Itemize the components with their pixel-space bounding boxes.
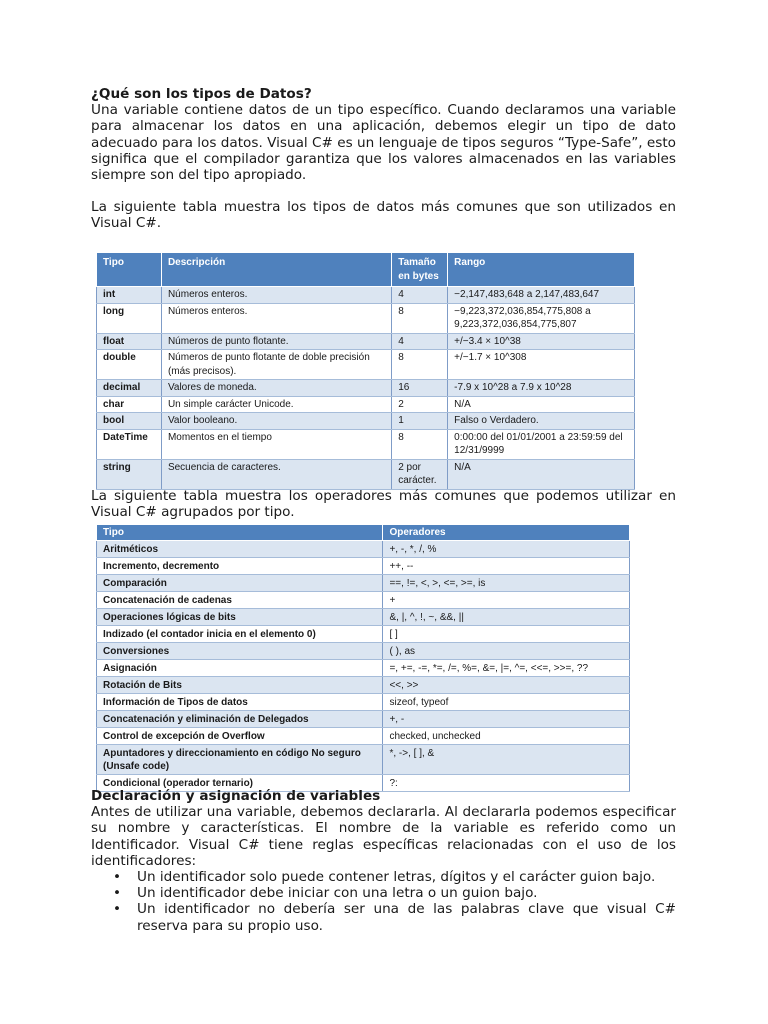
operators-cell: sizeof, typeof	[383, 694, 630, 711]
type-cell: double	[97, 350, 162, 380]
range-cell: −2,147,483,648 a 2,147,483,647	[448, 287, 635, 304]
range-cell: N/A	[448, 459, 635, 489]
type-cell: float	[97, 333, 162, 350]
column-header: Descripción	[161, 253, 391, 287]
operator-type-cell: Aritméticos	[97, 541, 383, 558]
table-row	[97, 677, 630, 694]
column-header: Rango	[448, 253, 635, 287]
description-cell: Números de punto flotante de doble precisión (más precisos).	[161, 350, 391, 380]
table-row	[97, 660, 630, 677]
operator-type-cell: Condicional (operador ternario)	[97, 775, 383, 792]
type-cell: bool	[97, 413, 162, 430]
operator-type-cell: Incremento, decremento	[97, 558, 383, 575]
type-cell: decimal	[97, 380, 162, 397]
heading-variable-declaration: Declaración y asignación de variables	[91, 788, 381, 804]
table-header-row	[97, 525, 630, 541]
operators-cell: [ ]	[383, 626, 630, 643]
description-cell: Números enteros.	[161, 287, 391, 304]
section-variable-declaration	[91, 788, 676, 934]
identifier-rules-list	[91, 869, 676, 934]
list-item: • Un identificador debe iniciar con una letra o un guion bajo.	[137, 885, 676, 901]
table-row	[97, 745, 630, 775]
type-cell: char	[97, 396, 162, 413]
table-row	[97, 558, 630, 575]
column-header: Tipo	[97, 253, 162, 287]
type-cell: string	[97, 459, 162, 489]
table-row	[97, 592, 630, 609]
table-row	[97, 287, 635, 304]
table-row	[97, 396, 635, 413]
operator-type-cell: Indizado (el contador inicia en el elemento 0)	[97, 626, 383, 643]
operators-cell: ++, --	[383, 558, 630, 575]
paragraph-types-table-intro: La siguiente tabla muestra los tipos de datos más comunes que son utilizados en Visual C#.	[91, 199, 676, 232]
range-cell: −9,223,372,036,854,775,808 a 9,223,372,036,854,775,807	[448, 303, 635, 333]
operators-cell: +, -, *, /, %	[383, 541, 630, 558]
table-row	[97, 711, 630, 728]
type-cell: DateTime	[97, 429, 162, 459]
type-cell: int	[97, 287, 162, 304]
table-row	[97, 609, 630, 626]
operator-type-cell: Concatenación de cadenas	[97, 592, 383, 609]
operator-type-cell: Información de Tipos de datos	[97, 694, 383, 711]
operators-cell: =, +=, -=, *=, /=, %=, &=, |=, ^=, <<=, >>=, ??	[383, 660, 630, 677]
operators-cell: +, -	[383, 711, 630, 728]
operators-table	[96, 524, 630, 792]
size-cell: 2 por carácter.	[392, 459, 448, 489]
description-cell: Números enteros.	[161, 303, 391, 333]
operator-type-cell: Asignación	[97, 660, 383, 677]
size-cell: 1	[392, 413, 448, 430]
range-cell: -7.9 x 10^28 a 7.9 x 10^28	[448, 380, 635, 397]
type-cell: long	[97, 303, 162, 333]
range-cell: 0:00:00 del 01/01/2001 a 23:59:59 del 12/31/9999	[448, 429, 635, 459]
operator-type-cell: Concatenación y eliminación de Delegados	[97, 711, 383, 728]
description-cell: Un simple carácter Unicode.	[161, 396, 391, 413]
table-row	[97, 303, 635, 333]
description-cell: Valor booleano.	[161, 413, 391, 430]
paragraph-operators-table-intro: La siguiente tabla muestra los operadores más comunes que podemos utilizar en Visual C# agrupados por tipo.	[91, 488, 676, 521]
size-cell: 4	[392, 287, 448, 304]
operators-cell: checked, unchecked	[383, 728, 630, 745]
operators-cell: &, |, ^, !, ~, &&, ||	[383, 609, 630, 626]
table-row	[97, 626, 630, 643]
table-row	[97, 350, 635, 380]
operator-type-cell: Control de excepción de Overflow	[97, 728, 383, 745]
table-row	[97, 728, 630, 745]
column-header: Operadores	[383, 525, 630, 541]
table-row	[97, 413, 635, 430]
list-item: • Un identificador no debería ser una de las palabras clave que visual C# reserva para su propio uso.	[137, 901, 676, 933]
section-operators	[91, 488, 676, 520]
table-row	[97, 541, 630, 558]
table-header-row	[97, 253, 635, 287]
operator-type-cell: Comparación	[97, 575, 383, 592]
table-row	[97, 694, 630, 711]
range-cell: +/−1.7 × 10^308	[448, 350, 635, 380]
operators-cell: +	[383, 592, 630, 609]
table-row	[97, 380, 635, 397]
size-cell: 8	[392, 350, 448, 380]
operators-cell: ?:	[383, 775, 630, 792]
heading-data-types: ¿Qué son los tipos de Datos?	[91, 86, 312, 102]
column-header: Tipo	[97, 525, 383, 541]
operators-cell: ==, !=, <, >, <=, >=, is	[383, 575, 630, 592]
table-row	[97, 459, 635, 489]
table-row	[97, 429, 635, 459]
description-cell: Números de punto flotante.	[161, 333, 391, 350]
size-cell: 2	[392, 396, 448, 413]
operators-cell: *, ->, [ ], &	[383, 745, 630, 775]
paragraph-declaration: Antes de utilizar una variable, debemos declararla. Al declararla podemos especificar su nombre y características. El nombre de la variable es referido como un Identificador. Visual C# tiene reglas específicas relacionadas con el uso de los identificadores:	[91, 804, 676, 869]
size-cell: 16	[392, 380, 448, 397]
range-cell: Falso o Verdadero.	[448, 413, 635, 430]
section-data-types	[91, 86, 676, 232]
size-cell: 4	[392, 333, 448, 350]
paragraph-intro: Una variable contiene datos de un tipo específico. Cuando declaramos una variable para almacenar los datos en una aplicación, debemos elegir un tipo de dato adecuado para los datos. Visual C# es un lenguaje de tipos seguros “Type-Safe”, esto significa que el compilador garantiza que los valores almacenados en las variables siempre son del tipo apropiado.	[91, 102, 676, 184]
operator-type-cell: Rotación de Bits	[97, 677, 383, 694]
range-cell: +/−3.4 × 10^38	[448, 333, 635, 350]
list-item: • Un identificador solo puede contener letras, dígitos y el carácter guion bajo.	[137, 869, 676, 885]
operator-type-cell: Conversiones	[97, 643, 383, 660]
table-row	[97, 643, 630, 660]
description-cell: Momentos en el tiempo	[161, 429, 391, 459]
data-types-table	[96, 252, 635, 490]
table-row	[97, 333, 635, 350]
operator-type-cell: Operaciones lógicas de bits	[97, 609, 383, 626]
description-cell: Secuencia de caracteres.	[161, 459, 391, 489]
size-cell: 8	[392, 429, 448, 459]
range-cell: N/A	[448, 396, 635, 413]
operators-cell: ( ), as	[383, 643, 630, 660]
description-cell: Valores de moneda.	[161, 380, 391, 397]
column-header: Tamaño en bytes	[392, 253, 448, 287]
operators-cell: <<, >>	[383, 677, 630, 694]
operator-type-cell: Apuntadores y direccionamiento en código No seguro (Unsafe code)	[97, 745, 383, 775]
table-row	[97, 575, 630, 592]
size-cell: 8	[392, 303, 448, 333]
